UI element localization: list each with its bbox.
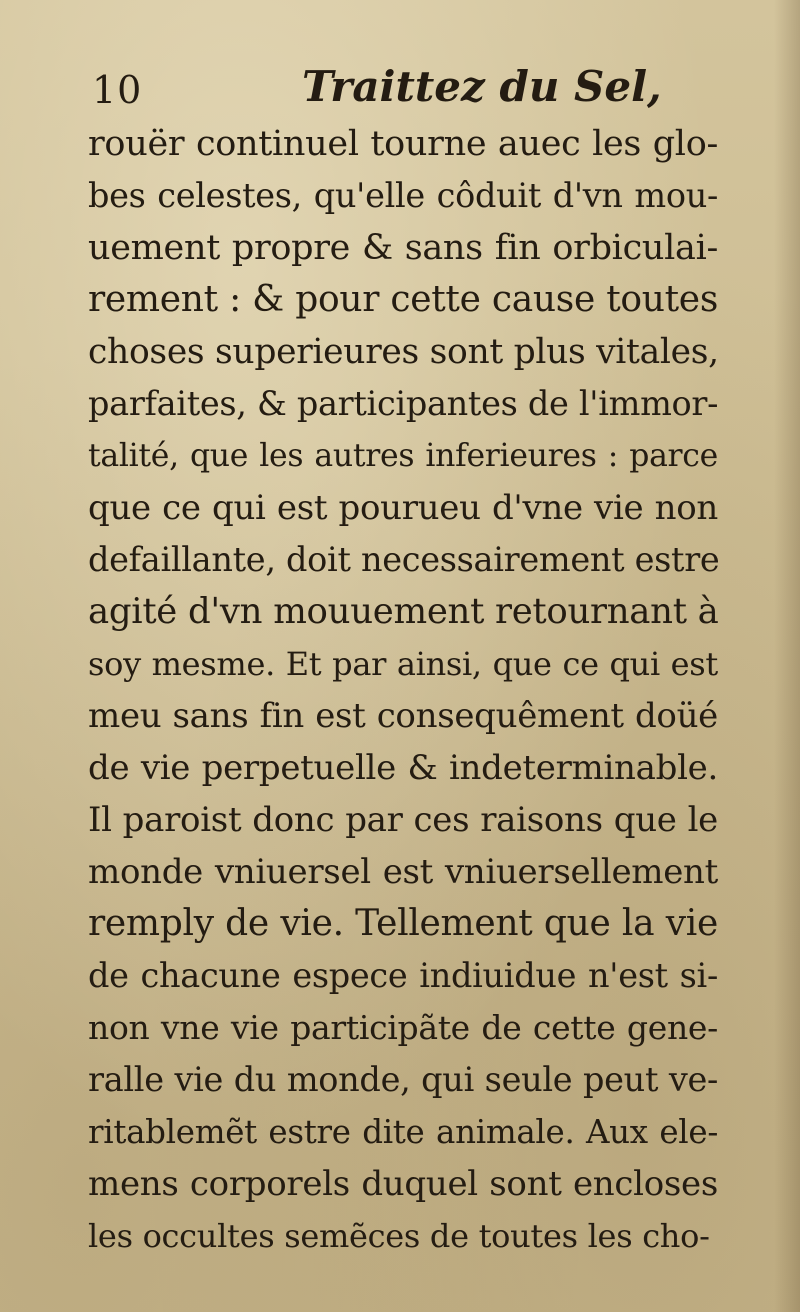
text-line: Il paroist donc par ces raisons que le xyxy=(88,800,718,840)
running-title: Traittez du Sel, xyxy=(302,62,662,111)
text-line: choses superieures sont plus vitales, xyxy=(88,332,719,372)
text-line: de chacune espece indiuidue n'est si- xyxy=(88,956,718,995)
text-line: rement : & pour cette cause toutes xyxy=(88,279,718,320)
page-number: 10 xyxy=(92,68,143,112)
text-line: non vne vie participãte de cette gene- xyxy=(88,1008,718,1047)
text-line: defaillante, doit necessairement estre xyxy=(88,540,720,579)
text-line: ralle vie du monde, qui seule peut ve- xyxy=(88,1060,718,1099)
text-line: uement propre & sans fin orbiculai- xyxy=(88,228,718,268)
page-header xyxy=(92,62,712,118)
text-line: bes celestes, qu'elle côduit d'vn mou- xyxy=(88,176,718,215)
text-line: mens corporels duquel sont encloses xyxy=(88,1164,718,1204)
text-line: meu sans fin est consequêment doüé xyxy=(88,696,718,736)
text-line: talité, que les autres inferieures : parce xyxy=(88,438,718,474)
text-line: de vie perpetuelle & indeterminable. xyxy=(88,748,718,788)
text-line: ritablemẽt estre dite animale. Aux ele- xyxy=(88,1113,718,1151)
text-line: parfaites, & participantes de l'immor- xyxy=(88,384,719,423)
text-line: remply de vie. Tellement que la vie xyxy=(88,903,718,944)
text-line: que ce qui est pourueu d'vne vie non xyxy=(88,488,718,528)
text-line: monde vniuersel est vniuersellement xyxy=(88,852,718,892)
text-line: agité d'vn mouuement retournant à xyxy=(88,591,719,632)
text-line: les occultes semẽces de toutes les cho- xyxy=(88,1217,710,1255)
text-line: rouër continuel tourne auec les glo- xyxy=(88,124,718,164)
text-line: soy mesme. Et par ainsi, que ce qui est xyxy=(88,645,718,683)
body-text xyxy=(88,118,718,1262)
